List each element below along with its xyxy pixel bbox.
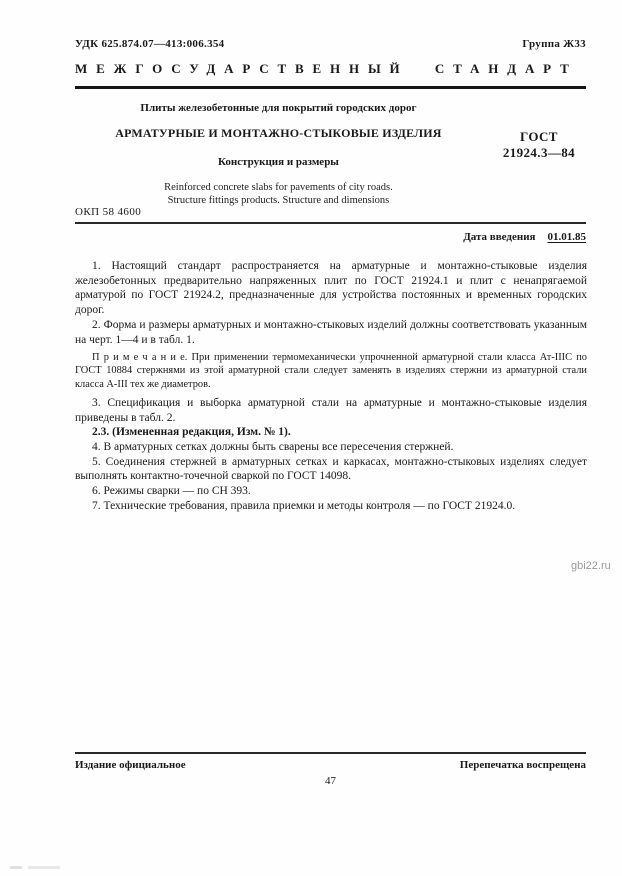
paragraph-3: 3. Спецификация и выборка арматурной стали на арматурные и монтажно-стыковые изделия приведены в табл. 2. [75,396,587,424]
document-body [75,259,587,513]
document-title: АРМАТУРНЫЕ И МОНТАЖНО-СТЫКОВЫЕ ИЗДЕЛИЯ [115,126,442,140]
document-title-en-line1: Reinforced concrete slabs for pavements of city roads. [164,182,393,193]
paragraph-2: 2. Форма и размеры арматурных и монтажно-стыковых изделий должны соответствовать указанным на черт. 1—4 и в табл. 1. [75,318,587,346]
paragraph-6: 6. Режимы сварки — по СН 393. [92,485,251,498]
okp-code: ОКП 58 4600 [75,206,142,218]
udk-code: УДК 625.874.07—413:006.354 [75,38,225,50]
introduction-date-value: 01.01.85 [547,231,586,243]
scan-artifact-mark [10,866,60,869]
gost-designation [492,129,586,207]
group-code: Группа Ж33 [522,38,586,50]
introduction-date-label: Дата введения [463,231,536,243]
document-subtitle: Плиты железобетонные для покрытий городских дорог [140,102,417,114]
document-title-en-line2: Structure fittings products. Structure and dimensions [167,194,390,206]
introduction-date-row [75,231,586,243]
gost-label: ГОСТ [519,129,558,144]
footer-row [75,759,586,771]
page-number: 47 [325,775,336,787]
site-watermark: gbi22.ru [571,560,611,572]
paragraph-7: 7. Технические требования, правила приемки и методы контроля — по ГОСТ 21924.0. [92,499,516,512]
title-block [75,99,586,207]
header-divider [75,86,586,89]
official-edition-label: Издание официальное [75,759,186,771]
okp-divider [75,222,586,224]
paragraph-1: 1. Настоящий стандарт распространяется на арматурные и монтажно-стыковые изделия железобетонных предварительно напряженных плит по ГОСТ 21924.1 и плит с ненапрягаемой арматурой по ГОСТ 21924.2, предназначенные для устройства постоянных и временных городских дорог. [75,260,587,317]
title-column [75,99,482,207]
paragraph-5: 5. Соединения стержней в арматурных сетках и каркасах, монтажно-стыковых изделиях следует выполнять контактно-точечной сваркой по ГОСТ 14098. [75,455,587,483]
reprint-prohibited-label: Перепечатка воспрещена [459,759,586,771]
gost-number: 21924.3—84 [502,145,576,160]
classification-row [75,38,586,50]
paragraph-2-3-amendment: 2.3. (Измененная редакция, Изм. № 1). [92,426,291,439]
footer-divider [75,752,586,754]
paragraph-4: 4. В арматурных сетках должны быть сварены все пересечения стержней. [92,440,454,453]
standard-type-heading: МЕЖГОСУДАРСТВЕННЫЙ СТАНДАРТ [75,61,578,76]
document-kind: Конструкция и размеры [217,156,339,168]
paragraph-note: П р и м е ч а н и е. При применении термомеханически упрочненной арматурной стали класса Ат-IIIС по ГОСТ 10884 стержнями из этой арматурной стали следует заменять в изделиях стержни из арматурной стали класса А-III тех же диаметров. [75,352,587,390]
